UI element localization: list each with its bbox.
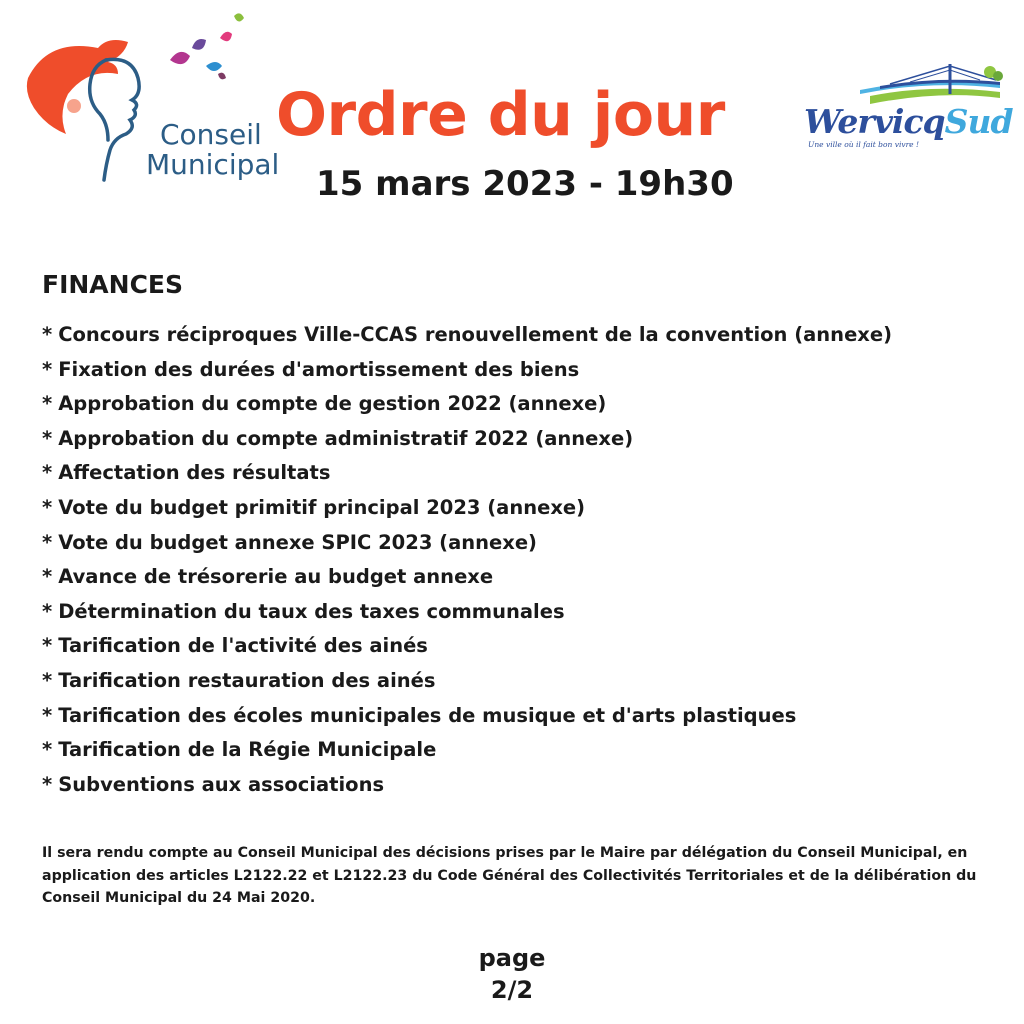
- meeting-date: 15 mars 2023 - 19h30: [316, 164, 734, 204]
- list-item: * Avance de trésorerie au budget annexe: [42, 565, 494, 589]
- page-label: page: [478, 944, 546, 972]
- list-item: * Vote du budget primitif principal 2023 (annexe): [42, 495, 586, 519]
- logo-text-conseil: Conseil: [160, 118, 262, 151]
- page-title: Ordre du jour: [276, 80, 725, 150]
- list-item: * Tarification restauration des ainés: [42, 668, 436, 692]
- logo-text-wervicq: Wervicq: [804, 102, 945, 141]
- agenda-list: [42, 318, 892, 802]
- conseil-municipal-logo: [22, 8, 280, 198]
- list-item: * Approbation du compte de gestion 2022 (annexe): [42, 392, 607, 416]
- page-indicator: [0, 942, 1024, 1006]
- logo-tagline: Une ville où il fait bon vivre !: [808, 140, 920, 149]
- list-item: * Concours réciproques Ville-CCAS renouvellement de la convention (annexe): [42, 323, 893, 346]
- logo-text-sud: Sud: [944, 102, 1013, 141]
- list-item: * Tarification de l'activité des ainés: [42, 634, 428, 658]
- list-item: * Approbation du compte administratif 2022 (annexe): [42, 426, 634, 450]
- page-number: 2/2: [490, 976, 534, 1004]
- list-item: * Détermination du taux des taxes communales: [42, 599, 565, 623]
- section-heading-finances: FINANCES: [42, 270, 184, 299]
- list-item: * Affectation des résultats: [42, 461, 331, 485]
- legal-note: Il sera rendu compte au Conseil Municipal des décisions prises par le Maire par délégation du Conseil Municipal, en application des articles L2122.22 et L2122.23 du Code Général des Collectivités Territoriales et de la délibération du Conseil Municipal du 24 Mai 2020.: [42, 845, 977, 906]
- list-item: * Vote du budget annexe SPIC 2023 (annexe): [42, 530, 537, 554]
- list-item: * Tarification des écoles municipales de musique et d'arts plastiques: [42, 703, 797, 727]
- wervicq-sud-logo: [800, 60, 1013, 160]
- list-item: * Subventions aux associations: [42, 772, 385, 796]
- list-item: * Fixation des durées d'amortissement des biens: [42, 357, 580, 381]
- list-item: * Tarification de la Régie Municipale: [42, 738, 437, 762]
- logo-text-municipal: Municipal: [146, 148, 280, 181]
